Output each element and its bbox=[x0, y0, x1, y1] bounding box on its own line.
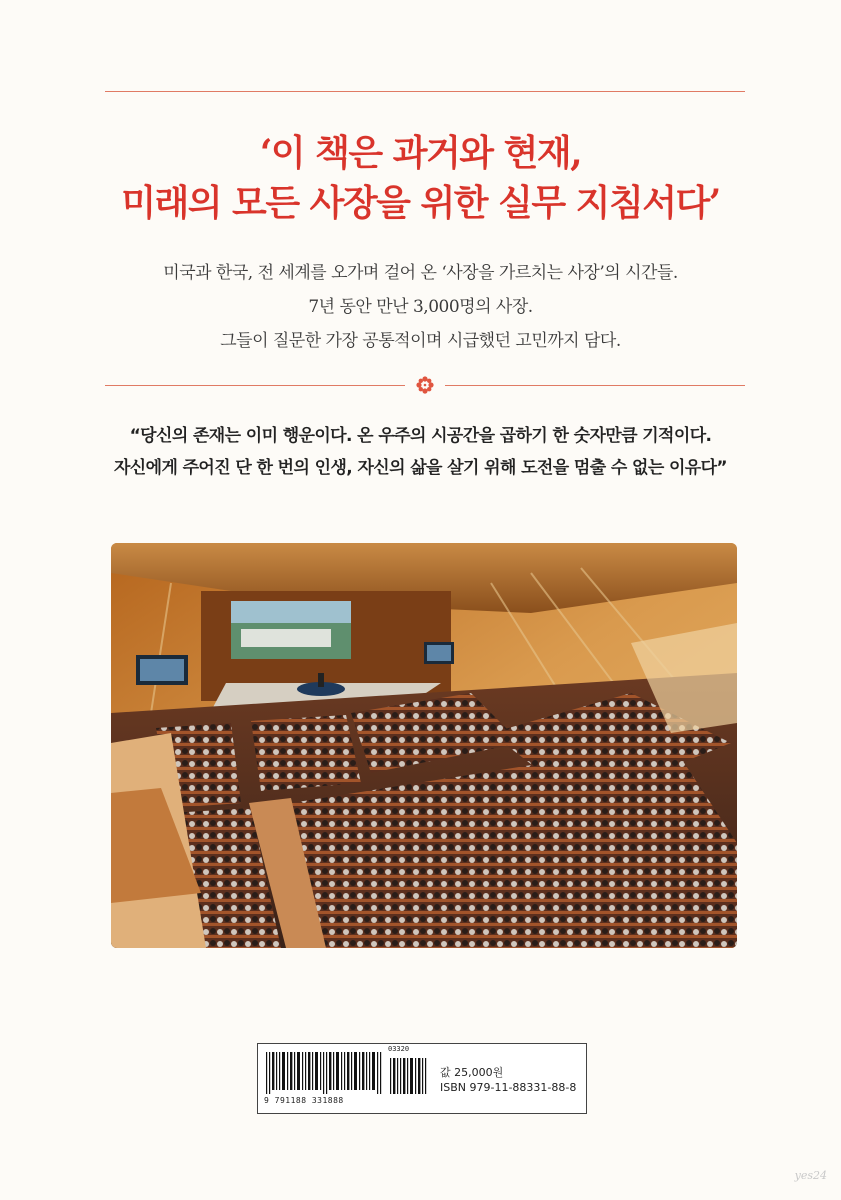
intro-line-3: 그들이 질문한 가장 공통적이며 시급했던 고민까지 담다. bbox=[220, 331, 621, 351]
ornament-divider-right-line bbox=[445, 385, 745, 386]
auditorium-photo bbox=[111, 543, 737, 948]
headline-line-1: ‘이 책은 과거와 현재, bbox=[259, 132, 582, 174]
intro-text bbox=[0, 256, 841, 358]
isbn-label: ISBN 979-11-88331-88-8 bbox=[440, 1081, 577, 1094]
price-label: 값 25,000원 bbox=[440, 1066, 504, 1079]
flower-ornament-icon bbox=[414, 374, 436, 396]
ornament-divider-left-line bbox=[105, 385, 405, 386]
isbn-barcode bbox=[266, 1052, 428, 1094]
headline bbox=[0, 128, 841, 228]
intro-line-1: 미국과 한국, 전 세계를 오가며 걸어 온 ‘사장을 가르치는 사장’의 시간들. bbox=[163, 263, 678, 283]
barcode-box bbox=[257, 1043, 587, 1114]
quote-text bbox=[0, 420, 841, 484]
top-divider-rule bbox=[105, 91, 745, 92]
quote-line-2: 자신에게 주어진 단 한 번의 인생, 자신의 삶을 살기 위해 도전을 멈출 수 없는 이유다” bbox=[113, 458, 727, 478]
watermark: yes24 bbox=[794, 1169, 827, 1182]
ornament-divider bbox=[105, 374, 745, 396]
quote-line-1: “당신의 존재는 이미 행운이다. 온 우주의 시공간을 곱하기 한 숫자만큼 기적이다. bbox=[129, 426, 712, 446]
barcode-addon-digits: 03320 bbox=[388, 1045, 410, 1053]
barcode-digits: 9 791188 331888 bbox=[264, 1096, 344, 1105]
intro-line-2: 7년 동안 만난 3,000명의 사장. bbox=[308, 297, 533, 317]
headline-line-2: 미래의 모든 사장을 위한 실무 지침서다’ bbox=[121, 182, 720, 224]
